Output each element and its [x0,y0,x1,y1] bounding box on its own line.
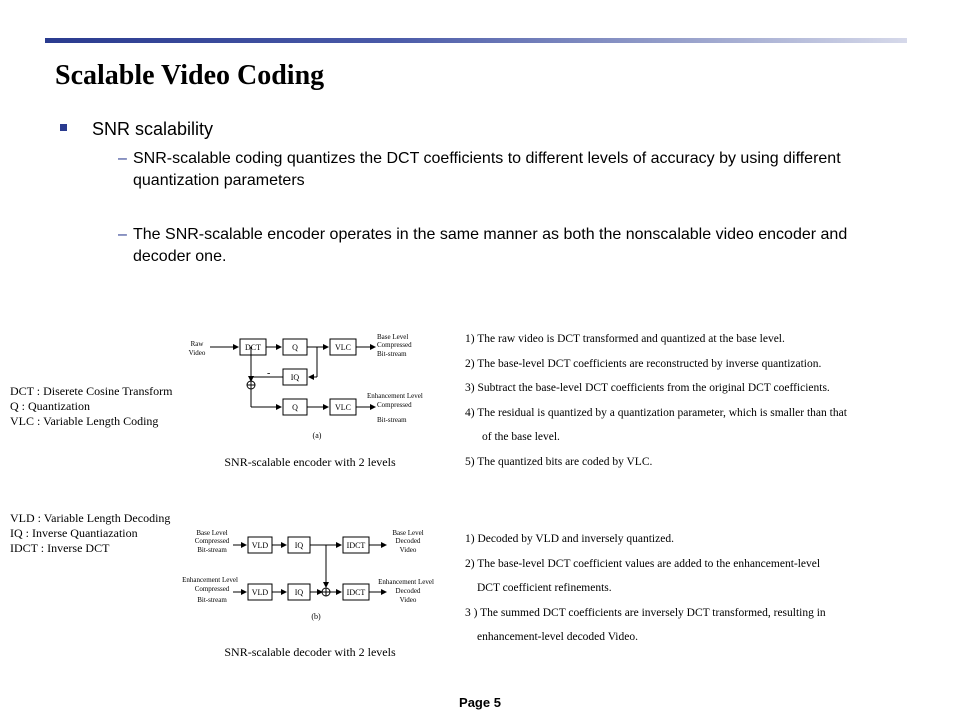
square-bullet-icon [60,124,67,131]
enh-in-label: Bit-stream [197,596,227,604]
base-out-label: Decoded [395,537,421,545]
vlc-block-label: VLC [335,403,351,412]
base-out-label: Base Level [392,529,424,537]
enh-in-label: Compressed [194,585,230,593]
page-number: Page 5 [459,695,501,710]
q-block-label: Q [292,343,298,352]
decoder-diagram [182,527,453,642]
enh-out-label: Compressed [377,401,412,409]
iq-block-label: IQ [290,373,300,382]
decoder-step: 1) Decoded by VLD and inversely quantized. [465,533,674,545]
video-label: Video [188,349,206,357]
q-block-label: Q [292,403,298,412]
base-in-label: Bit-stream [197,546,227,554]
dash-bullet-icon: – [118,226,127,243]
enh-out-label: Enhancement Level [378,578,434,586]
decoder-caption: SNR-scalable decoder with 2 levels [224,645,396,659]
enh-out-label: Decoded [395,587,421,595]
decoder-step: 3 ) The summed DCT coefficients are inversely DCT transformed, resulting in [465,606,826,619]
dash-bullet-icon: – [118,150,127,167]
decoder-steps [465,530,935,653]
dct-block-label: DCT [245,343,261,352]
encoder-steps [465,330,935,477]
main-bullet: SNR scalability [92,119,214,139]
enh-out-label: Enhancement Level [367,392,423,400]
minus-sign: - [267,368,271,379]
raw-label: Raw [190,340,204,348]
decoder-step: enhancement-level decoded Video. [477,631,638,643]
slide-title: Scalable Video Coding [55,60,325,91]
enh-in-label: Enhancement Level [182,576,238,584]
iq-block-label: IQ [294,541,304,550]
encoder-step: 3) Subtract the base-level DCT coefficients from the original DCT coefficients. [465,382,830,394]
enh-out-label: Bit-stream [377,416,407,424]
base-in-label: Base Level [196,529,228,537]
idct-block-label: IDCT [346,588,366,597]
encoder-caption: SNR-scalable encoder with 2 levels [224,455,396,469]
vld-block-label: VLD [251,541,269,550]
encoder-step: 2) The base-level DCT coefficients are reconstructed by inverse quantization. [465,357,822,370]
base-in-label: Compressed [194,537,230,545]
base-out-label: Bit-stream [377,350,407,358]
sub-bullet-2: The SNR-scalable encoder operates in the same manner as both the nonscalable video encoder and decoder one. [133,226,848,265]
encoder-step: 5) The quantized bits are coded by VLC. [465,455,653,468]
iq-block-label: IQ [294,588,304,597]
decoder-legend: VLD : Variable Length Decoding IQ : Inverse Quantiazation IDCT : Inverse DCT [10,511,171,555]
encoder-step: 1) The raw video is DCT transformed and quantized at the base level. [465,333,785,345]
base-out-label: Compressed [377,341,412,349]
idct-block-label: IDCT [346,541,366,550]
title-rule [45,38,907,43]
decoder-step: 2) The base-level DCT coefficient values are added to the enhancement-level [465,557,821,570]
decoder-step: DCT coefficient refinements. [477,582,612,594]
encoder-step: 4) The residual is quantized by a quantization parameter, which is smaller than that [465,406,847,419]
encoder-diagram [185,325,450,450]
sub-bullet-1: SNR-scalable coding quantizes the DCT coefficients to different levels of accuracy by using different quantization parameters [133,150,841,189]
encoder-legend: DCT : Diserete Cosine Transform Q : Quantization VLC : Variable Length Coding [10,384,173,428]
vld-block-label: VLD [251,588,269,597]
figure-label: (b) [311,612,321,621]
base-out-label: Base Level [377,333,409,341]
encoder-step: of the base level. [482,431,560,443]
enh-out-label: Video [399,596,417,604]
vlc-block-label: VLC [335,343,351,352]
figure-label: (a) [312,431,322,440]
base-out-label: Video [399,546,417,554]
